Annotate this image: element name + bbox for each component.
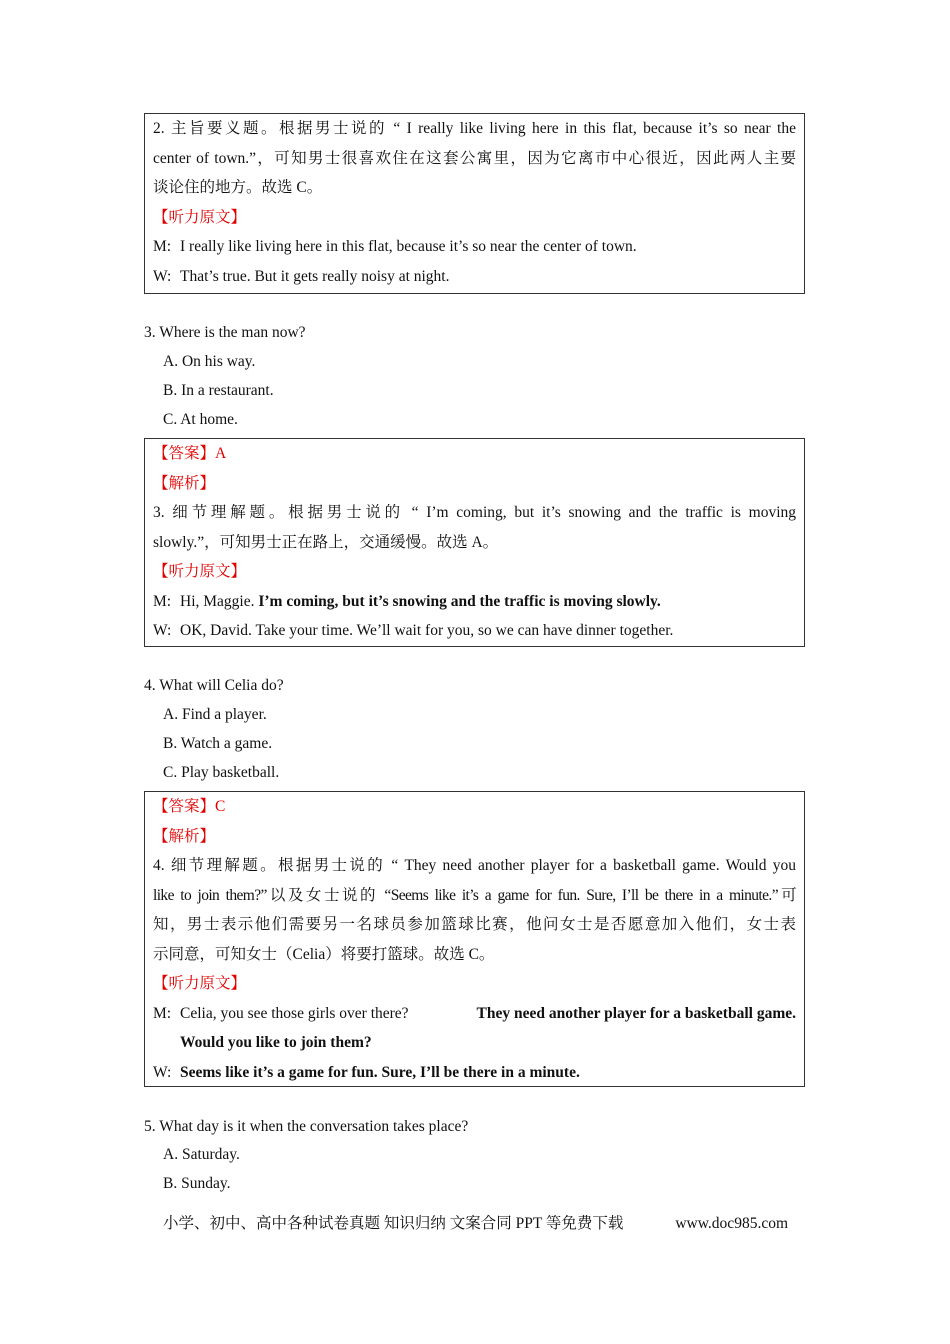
q3-answer-box — [144, 438, 805, 647]
q3-woman-text: OK, David. Take your time. We’ll wait for you, so we can have dinner together. — [180, 622, 674, 639]
q4-explanation-line-3: 知，男士表示他们需要另一名球员参加篮球比赛，他问女士是否愿意加入他们，女士表 — [153, 916, 796, 933]
q4-answer-box — [144, 791, 805, 1087]
q3-analysis-label: 【解析】 — [153, 474, 216, 492]
speaker-m: M: — [153, 1004, 172, 1022]
q3-option-a: A. On his way. — [163, 353, 256, 370]
q3-option-c: C. At home. — [163, 411, 238, 428]
q4-question: 4. What will Celia do? — [144, 677, 284, 694]
speaker-w: W: — [153, 622, 172, 639]
q4-explanation-line-1: 4. 细节理解题。根据男士说的 “ They need another player for a basketball game. Would you — [153, 857, 796, 874]
q3-man-bold: I’m coming, but it’s snowing and the traffic is moving slowly. — [258, 592, 661, 610]
q2-explanation-line-1: 2. 主旨要义题。根据男士说的 “ I really like living here in this flat, because it’s so near the — [153, 120, 796, 137]
q5-question: 5. What day is it when the conversation takes place? — [144, 1118, 469, 1135]
footer-text: 小学、初中、高中各种试卷真题 知识归纳 文案合同 PPT 等免费下载 — [163, 1215, 624, 1232]
q3-question: 3. Where is the man now? — [144, 324, 306, 341]
q3-transcript-label: 【听力原文】 — [153, 563, 247, 580]
q2-explanation-line-3: 谈论住的地方。故选 C。 — [153, 179, 323, 196]
q3-explanation-line-2: slowly.”，可知男士正在路上，交通缓慢。故选 A。 — [153, 533, 499, 551]
q2-man-text: I really like living here in this flat, because it’s so near the center of town. — [180, 238, 637, 255]
q3-option-b: B. In a restaurant. — [163, 382, 274, 399]
q2-explanation-line-2: center of town.”，可知男士很喜欢住在这套公寓里，因为它离市中心很近，因此两人主要 — [153, 149, 796, 167]
q4-transcript-woman — [153, 1058, 796, 1088]
q3-man-plain: Hi, Maggie. — [180, 592, 259, 610]
q4-woman-bold: Seems like it’s a game for fun. Sure, I’ll be there in a minute. — [180, 1063, 580, 1081]
speaker-m: M: — [153, 238, 172, 255]
page-footer — [163, 1211, 788, 1237]
speaker-w: W: — [153, 1063, 172, 1081]
q4-transcript-man — [153, 999, 796, 1029]
q5-option-b: B. Sunday. — [163, 1175, 231, 1192]
q5-option-a: A. Saturday. — [163, 1146, 240, 1163]
q2-transcript-label: 【听力原文】 — [153, 208, 247, 226]
q4-transcript-man-cont — [153, 1028, 796, 1058]
q4-analysis-label: 【解析】 — [153, 827, 216, 845]
q3-answer-label: 【答案】A — [153, 445, 227, 462]
speaker-w: W: — [153, 267, 172, 285]
q2-transcript-man — [153, 232, 796, 262]
q2-explanation-box — [144, 113, 805, 294]
q4-man-bold-1: They need another player for a basketball game. — [476, 1004, 796, 1022]
q4-answer-label: 【答案】C — [153, 798, 226, 815]
footer-url-link[interactable]: www.doc985.com — [675, 1215, 788, 1232]
q4-option-c: C. Play basketball. — [163, 764, 280, 781]
q4-man-bold-2: Would you like to join them? — [180, 1034, 372, 1051]
q3-transcript-woman — [153, 616, 796, 646]
q4-man-plain: Celia, you see those girls over there? — [180, 1004, 409, 1022]
q4-explanation-line-2: like to join them?”以及女士说的 “Seems like it’s a game for fun. Sure, I’ll be there in a minute.”可 — [153, 886, 796, 904]
q4-explanation-line-4: 示同意，可知女士（Celia）将要打篮球。故选 C。 — [153, 945, 495, 963]
speaker-m: M: — [153, 592, 172, 610]
q4-option-a: A. Find a player. — [163, 706, 267, 723]
q2-transcript-woman — [153, 262, 796, 292]
q4-transcript-label: 【听力原文】 — [153, 975, 247, 992]
q3-explanation-line-1: 3. 细节理解题。根据男士说的 “ I’m coming, but it’s snowing and the traffic is moving — [153, 504, 796, 521]
q4-option-b: B. Watch a game. — [163, 735, 273, 752]
q3-transcript-man — [153, 587, 796, 617]
q2-woman-text: That’s true. But it gets really noisy at night. — [180, 267, 450, 285]
